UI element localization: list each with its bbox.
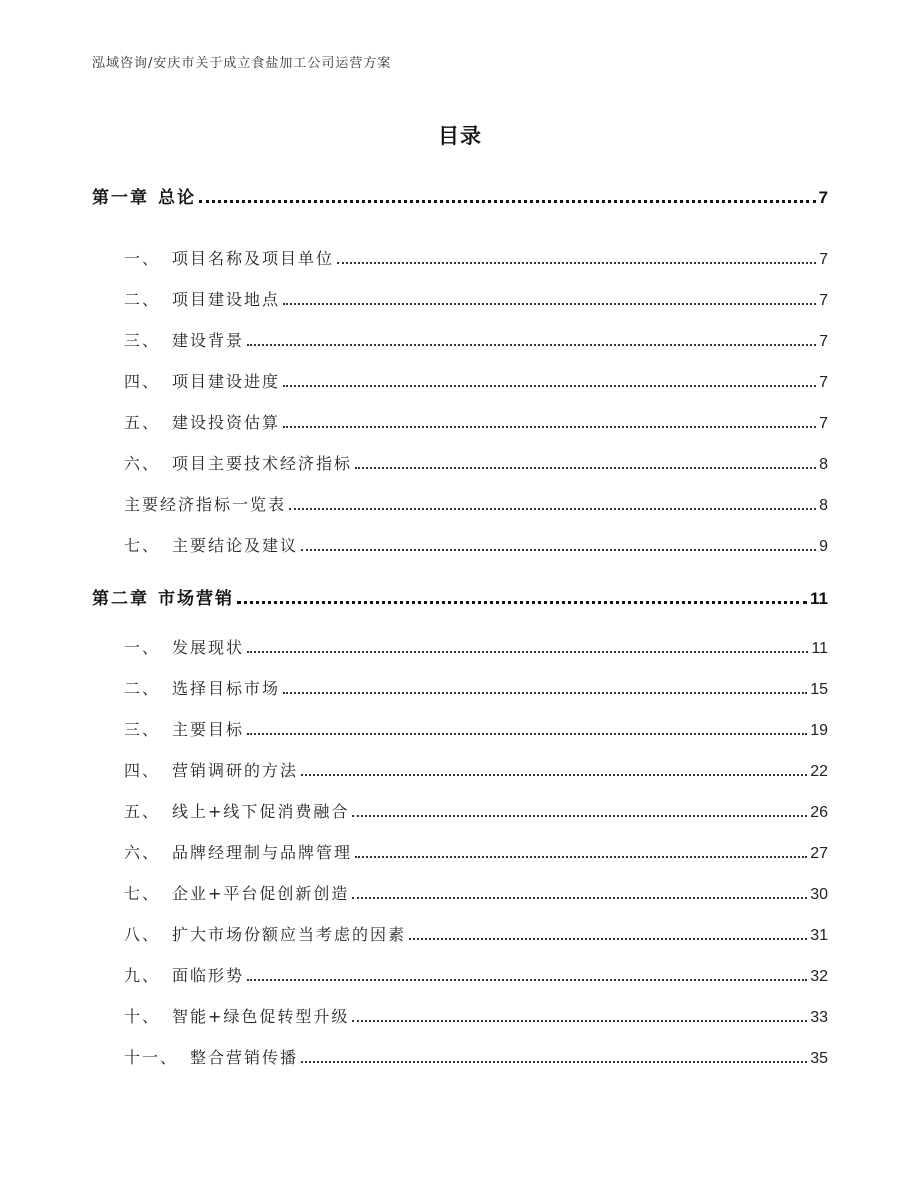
toc-dot-leader	[301, 1061, 807, 1063]
toc-entry-title: 建设投资估算	[172, 413, 281, 432]
toc-dot-leader	[409, 938, 807, 940]
toc-dot-leader	[283, 692, 807, 694]
toc-page-number: 30	[810, 886, 828, 903]
toc-entry-number: 三、	[124, 720, 161, 739]
toc-page-number: 35	[810, 1050, 828, 1067]
toc-dot-leader	[247, 651, 808, 653]
toc-entry-title: 建设背景	[172, 331, 245, 350]
toc-entry-title: 市场营销	[158, 589, 234, 609]
toc-entry[interactable]	[124, 327, 828, 351]
toc-entry-title: 品牌经理制与品牌管理	[172, 843, 353, 862]
toc-entry[interactable]	[124, 798, 828, 822]
toc-dot-leader	[283, 426, 816, 428]
toc-entry-title: 主要经济指标一览表	[124, 495, 287, 514]
toc-page-number: 11	[811, 640, 828, 657]
toc-page-number: 15	[810, 681, 828, 698]
toc-dot-leader	[247, 979, 807, 981]
toc-page-number: 11	[810, 589, 828, 608]
toc-entry-title: 线上+线下促消费融合	[172, 802, 350, 821]
toc-entry-title: 项目名称及项目单位	[172, 249, 335, 268]
toc-page-number: 31	[810, 927, 828, 944]
toc-entry[interactable]	[124, 368, 828, 392]
toc-dot-leader	[199, 200, 816, 203]
toc-chapter-2[interactable]	[92, 583, 828, 609]
toc-entry-number: 三、	[124, 331, 161, 350]
toc-dot-leader	[355, 856, 807, 858]
toc-dot-leader	[301, 549, 816, 551]
toc-entry-title: 整合营销传播	[190, 1048, 299, 1067]
toc-dot-leader	[283, 303, 816, 305]
toc-entry[interactable]	[124, 245, 828, 269]
toc-dot-leader	[301, 774, 807, 776]
toc-dot-leader	[337, 262, 816, 264]
toc-page-number: 7	[819, 374, 828, 391]
toc-entry-number: 十一、	[124, 1048, 179, 1067]
toc-entry[interactable]	[124, 532, 828, 556]
toc-entry-number: 四、	[124, 372, 161, 391]
toc-entry-number: 四、	[124, 761, 161, 780]
toc-chapter-1[interactable]	[92, 182, 828, 208]
toc-entry[interactable]	[124, 962, 828, 986]
toc-dot-leader	[247, 733, 807, 735]
toc-entry-title: 智能+绿色促转型升级	[172, 1007, 350, 1026]
toc-page-number: 8	[819, 456, 828, 473]
toc-entry[interactable]	[124, 757, 828, 781]
toc-entry-title: 选择目标市场	[172, 679, 281, 698]
toc-dot-leader	[352, 897, 807, 899]
toc-entry-title: 项目建设地点	[172, 290, 281, 309]
toc-entry[interactable]	[124, 491, 828, 515]
toc-entry[interactable]	[124, 634, 828, 658]
toc-title: 目录	[438, 124, 482, 148]
toc-page-number: 7	[819, 415, 828, 432]
toc-entry[interactable]	[124, 880, 828, 904]
toc-entry-number: 七、	[124, 884, 161, 903]
toc-entry-number: 二、	[124, 290, 161, 309]
toc-entry-title: 发展现状	[172, 638, 245, 657]
toc-page-number: 7	[819, 292, 828, 309]
toc-entry-title: 总论	[158, 188, 196, 208]
toc-entry-number: 六、	[124, 454, 161, 473]
toc-entry-title: 扩大市场份额应当考虑的因素	[172, 925, 407, 944]
toc-entry-title: 企业+平台促创新创造	[172, 884, 350, 903]
toc-entry-number: 五、	[124, 413, 161, 432]
toc-page-number: 32	[810, 968, 828, 985]
toc-entry[interactable]	[124, 839, 828, 863]
toc-entry-number: 十、	[124, 1007, 161, 1026]
toc-entry[interactable]	[124, 716, 828, 740]
toc-dot-leader	[352, 1020, 807, 1022]
toc-entry-title: 主要结论及建议	[172, 536, 299, 555]
toc-entry-number: 九、	[124, 966, 161, 985]
toc-dot-leader	[237, 601, 807, 604]
toc-entry-number: 第一章	[92, 188, 149, 208]
running-header: 泓域咨询/安庆市关于成立食盐加工公司运营方案	[92, 56, 392, 71]
toc-dot-leader	[289, 508, 816, 510]
toc-page-number: 19	[810, 722, 828, 739]
toc-entry-title: 主要目标	[172, 720, 245, 739]
toc-entry-number: 六、	[124, 843, 161, 862]
toc-entry[interactable]	[124, 675, 828, 699]
toc-entry[interactable]	[124, 1003, 828, 1027]
toc-entry[interactable]	[124, 409, 828, 433]
toc-page-number: 27	[810, 845, 828, 862]
toc-entry-number: 二、	[124, 679, 161, 698]
toc-page-number: 22	[810, 763, 828, 780]
toc-page-number: 26	[810, 804, 828, 821]
toc-entry[interactable]	[124, 1044, 828, 1068]
toc-dot-leader	[355, 467, 816, 469]
toc-entry[interactable]	[124, 450, 828, 474]
toc-entry-number: 八、	[124, 925, 161, 944]
toc-page-number: 33	[810, 1009, 828, 1026]
toc-entry-title: 营销调研的方法	[172, 761, 299, 780]
toc-page-number: 7	[818, 188, 828, 207]
toc-entry-title: 面临形势	[172, 966, 245, 985]
toc-entry[interactable]	[124, 286, 828, 310]
toc-page-number: 9	[819, 538, 828, 555]
toc-page-number: 8	[819, 497, 828, 514]
toc-entry-number: 一、	[124, 638, 161, 657]
toc-dot-leader	[283, 385, 816, 387]
toc-page-number: 7	[819, 333, 828, 350]
toc-page-number: 7	[819, 251, 828, 268]
toc-dot-leader	[247, 344, 816, 346]
toc-entry-number: 第二章	[92, 589, 149, 609]
toc-entry-title: 项目建设进度	[172, 372, 281, 391]
toc-dot-leader	[352, 815, 807, 817]
toc-entry-number: 五、	[124, 802, 161, 821]
toc-entry-number: 一、	[124, 249, 161, 268]
toc-entry-title: 项目主要技术经济指标	[172, 454, 353, 473]
toc-entry[interactable]	[124, 921, 828, 945]
toc-entry-number: 七、	[124, 536, 161, 555]
